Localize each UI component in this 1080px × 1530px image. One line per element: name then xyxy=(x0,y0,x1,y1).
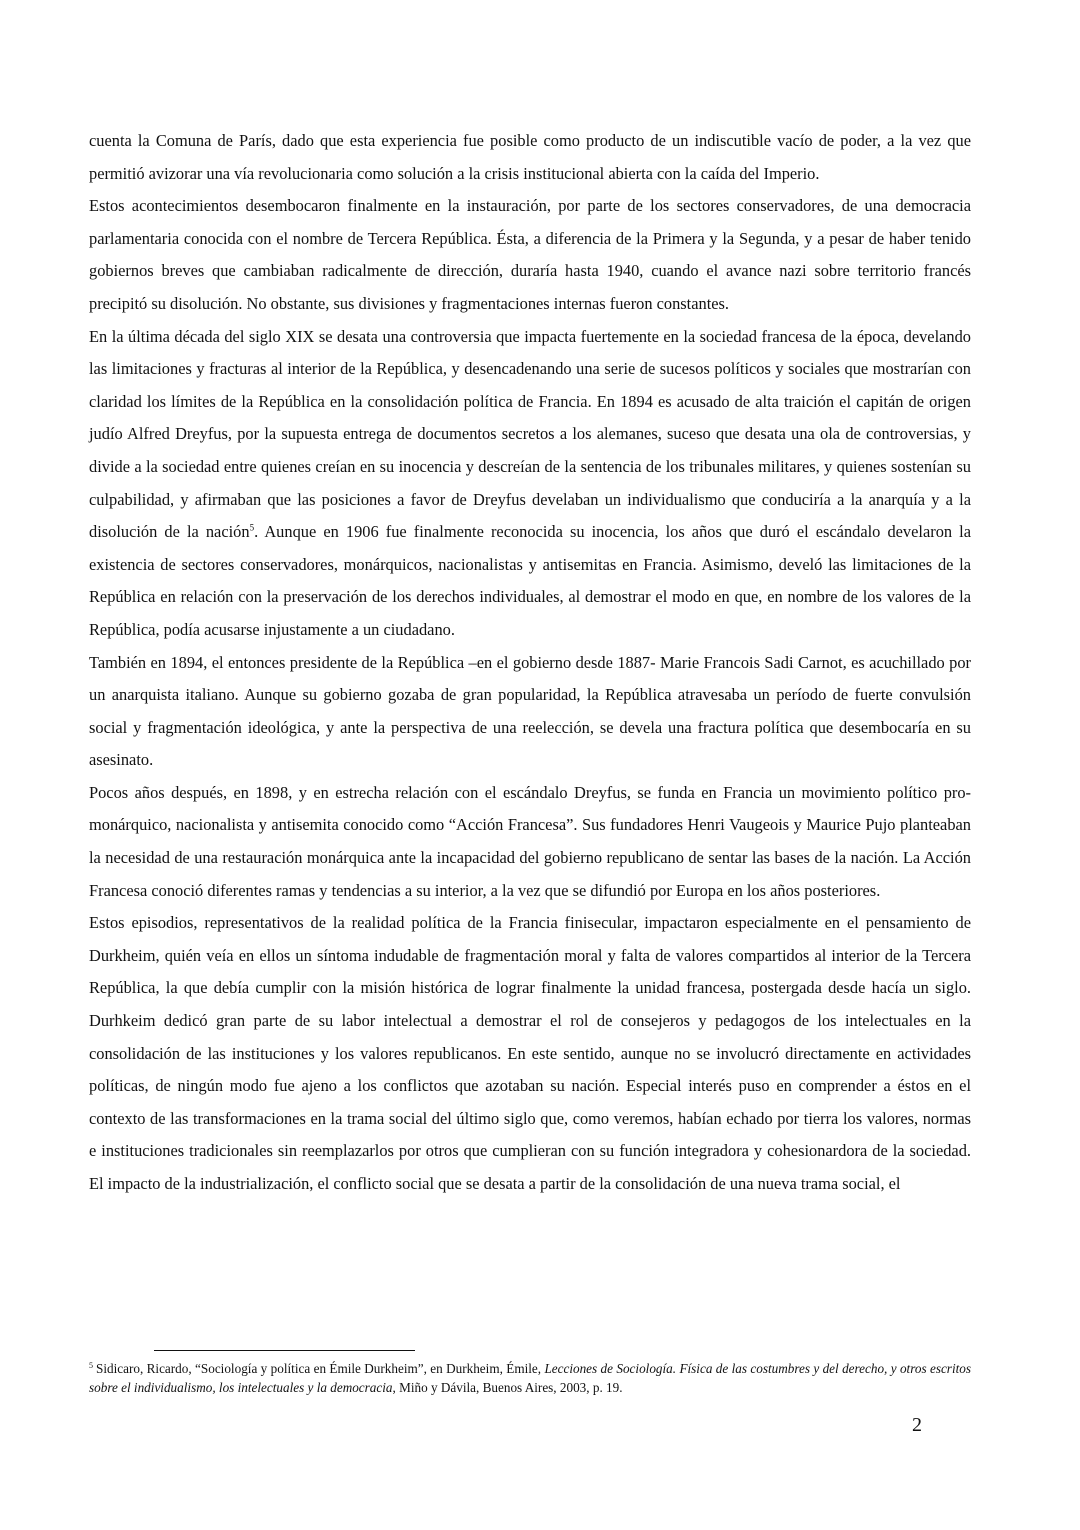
footnote-text-part1: Sidicaro, Ricardo, “Sociología y política en Émile Durkheim”, en Durkheim, Émile, xyxy=(96,1361,545,1376)
footnote-number: 5 xyxy=(89,1360,93,1370)
page-number: 2 xyxy=(912,1414,922,1436)
paragraph-durkheim: Estos episodios, representativos de la realidad política de la Francia finisecular, impactaron especialmente en el pensamiento de Durkheim, quién veía en ellos un síntoma indudable de fragmentación moral y falta de valores compartidos al interior de la Tercera República, la que debía cumplir con la misión histórica de lograr finalmente la unidad francesa, postergada desde hacía un siglo. Durhkeim dedicó gran parte de su labor intelectual a demostrar el rol de consejeros y pedagogos de los intelectuales en la consolidación de las instituciones y los valores republicanos. En este sentido, aunque no se involucró directamente en actividades políticas, de ningún modo fue ajeno a los conflictos que azotaban su nación. Especial interés puso en comprender a éstos en el contexto de las transformaciones en la trama social del último siglo que, como veremos, habían echado por tierra los valores, normas e instituciones tradicionales sin reemplazarlos por otros que cumplieran con su función integradora y cohesionardora de la sociedad. El impacto de la industrialización, el conflicto social que se desata a partir de la consolidación de una nueva trama social, el xyxy=(89,913,971,1193)
footnote-reference[interactable]: 5 xyxy=(249,522,255,533)
paragraph-dreyfus-text-part1: En la última década del siglo XIX se desata una controversia que impacta fuertemente en la sociedad francesa de la época, develando las limitaciones y fracturas al interior de la República, y desencadenando una serie de sucesos políticos y sociales que mostrarían con claridad los límites de la República en la consolidación política de Francia. En 1894 es acusado de alta traición el capitán de origen judío Alfred Dreyfus, por la supuesta entrega de documentos secretos a los alemanes, suceso que desata una ola de controversias, y divide a la sociedad entre quienes creían en su inocencia y descreían de la sentencia de los tribunales militares, y quienes sostenían su culpabilidad, y afirmaban que las posiciones a favor de Dreyfus develaban un individualismo que conduciría a la anarquía y a la disolución de la nación xyxy=(89,326,971,542)
paragraph-comuna: cuenta la Comuna de París, dado que esta experiencia fue posible como producto de un indiscutible vacío de poder, a la vez que permitió avizorar una vía revolucionaria como solución a la crisis institucional abierta con la caída del Imperio. xyxy=(89,131,971,183)
footnote-text-part2: , Miño y Dávila, Buenos Aires, 2003, p. 19. xyxy=(392,1379,623,1395)
paragraph-dreyfus-text-part2: . Aunque en 1906 fue finalmente reconocida su inocencia, los años que duró el escándalo develaron la existencia de sectores conservadores, monárquicos, nacionalistas y antisemitas en Francia. Asimismo, develó las limitaciones de la República en relación con la preservación de los derechos individuales, al demostrar el modo en que, en nombre de los valores de la República, podía acusarse injustamente a un ciudadano. xyxy=(89,522,972,639)
body-text xyxy=(89,125,971,1201)
paragraph-sadi-carnot: También en 1894, el entonces presidente de la República –en el gobierno desde 1887- Marie Francois Sadi Carnot, es acuchillado por un anarquista italiano. Aunque su gobierno gozaba de gran popularidad, la República atravesaba un período de fuerte convulsión social y fragmentación ideológica, y ante la perspectiva de una reelección, se devela una fractura política que desembocaría en su asesinato. xyxy=(89,652,971,770)
footnote-separator xyxy=(154,1350,415,1351)
footnote-book-title: Lecciones de Sociología. Física de las costumbres y del derecho, y otros escritos sobre el individualismo, los intelectuales y la democracia xyxy=(89,1361,971,1395)
paragraph-tercera-republica: Estos acontecimientos desembocaron finalmente en la instauración, por parte de los sectores conservadores, de una democracia parlamentaria conocida con el nombre de Tercera República. Ésta, a diferencia de la Primera y la Segunda, y a pesar de haber tenido gobiernos breves que cambiaban radicalmente de dirección, duraría hasta 1940, cuando el avance nazi sobre territorio francés precipitó su disolución. No obstante, sus divisiones y fragmentaciones internas fueron constantes. xyxy=(89,196,971,313)
paragraph-dreyfus xyxy=(89,321,971,647)
paragraph-accion-francesa: Pocos años después, en 1898, y en estrecha relación con el escándalo Dreyfus, se funda en Francia un movimiento político pro-monárquico, nacionalista y antisemita conocido como “Acción Francesa”. Sus fundadores Henri Vaugeois y Maurice Pujo planteaban la necesidad de una restauración monárquica ante la incapacidad del gobierno republicano de sentar las bases de la nación. La Acción Francesa conoció diferentes ramas y tendencias a su interior, a la vez que se difundió por Europa en los años posteriores. xyxy=(89,782,971,900)
footnote xyxy=(89,1360,971,1397)
